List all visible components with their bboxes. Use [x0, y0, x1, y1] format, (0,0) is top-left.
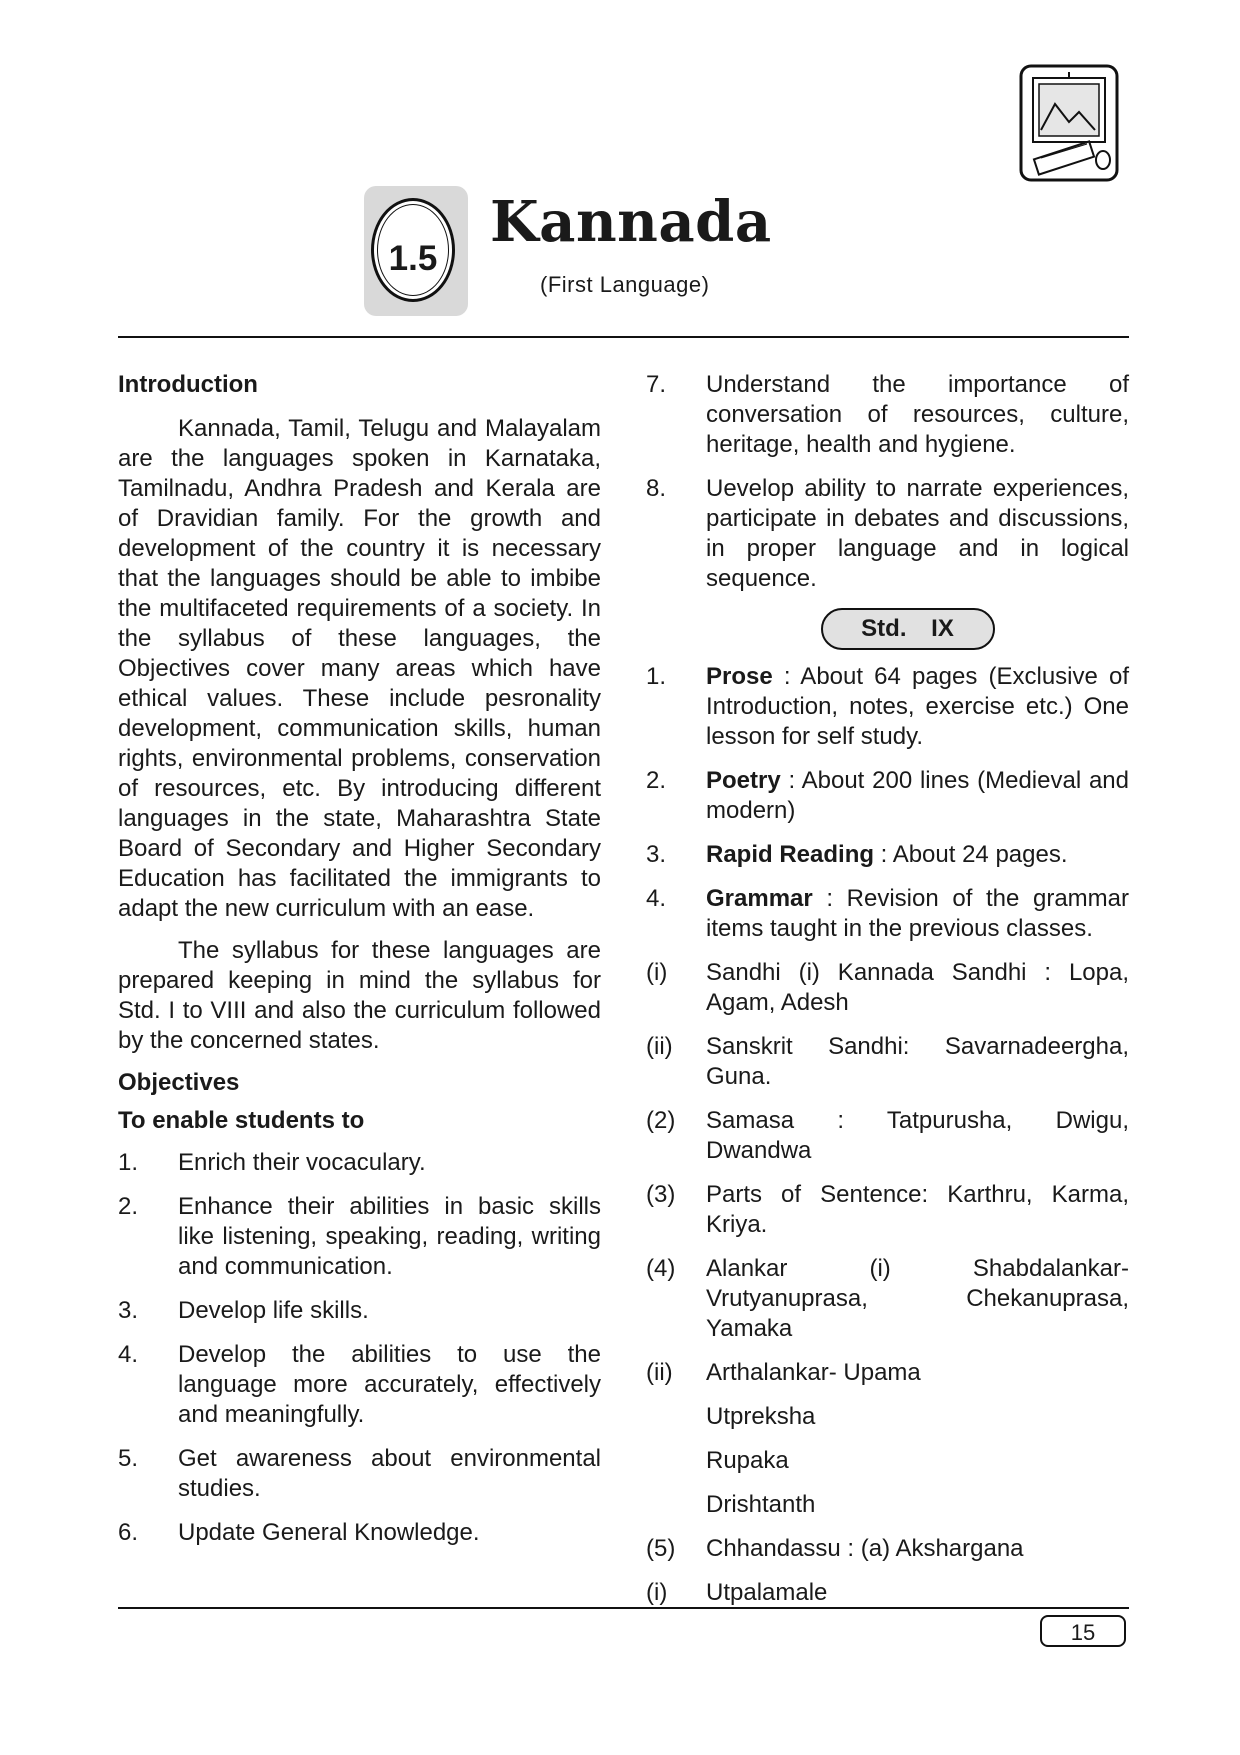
item-number: 3. [646, 841, 667, 868]
syllabus-item [646, 1402, 1129, 1432]
page-subtitle: (First Language) [540, 272, 710, 297]
item-number: 4. [118, 1341, 139, 1368]
list-item [118, 1444, 601, 1504]
list-item [118, 1340, 601, 1430]
syllabus-item [646, 1534, 1129, 1564]
item-number: 8. [646, 475, 667, 502]
page-number: 15 [1040, 1615, 1126, 1647]
list-item [646, 370, 1129, 460]
item-number: (3) [646, 1181, 676, 1208]
objectives-heading: Objectives [118, 1069, 240, 1096]
header-divider [118, 336, 1129, 338]
item-number: 7. [646, 371, 667, 398]
list-item [118, 1518, 601, 1548]
syllabus-item [646, 1490, 1129, 1520]
introduction-heading: Introduction [118, 371, 258, 398]
item-number [646, 1446, 706, 1476]
syllabus-item [646, 1106, 1129, 1166]
footer-divider [118, 1607, 1129, 1609]
item-number: 6. [118, 1519, 139, 1546]
syllabus-item [646, 1358, 1129, 1388]
item-text: Develop life skills. [178, 1297, 369, 1324]
item-term: Prose [706, 663, 773, 690]
item-number: 3. [118, 1297, 139, 1324]
item-number: (i) [646, 959, 668, 986]
syllabus-item [646, 884, 1129, 944]
item-number: (i) [646, 1579, 668, 1606]
page-title: Kannada [490, 189, 772, 255]
item-text: Rupaka [706, 1447, 789, 1474]
item-term: Rapid Reading [706, 841, 875, 868]
item-number: 2. [118, 1193, 139, 1220]
computer-illustration-icon [1019, 64, 1119, 182]
item-number: 1. [118, 1149, 139, 1176]
syllabus-item [646, 1032, 1129, 1092]
item-text: : About 24 pages. [874, 841, 1068, 868]
item-text: Enhance their abilities in basic skills like listening, speaking, reading, writing and communication. [178, 1193, 601, 1280]
syllabus-item [646, 1254, 1129, 1344]
chapter-number: 1.5 [388, 239, 438, 278]
item-text: Enrich their vocaculary. [178, 1149, 426, 1176]
syllabus-item [646, 958, 1129, 1018]
item-number: (2) [646, 1107, 676, 1134]
item-text: Chhandassu : (a) Akshargana [706, 1535, 1024, 1562]
item-text: Sandhi (i) Kannada Sandhi : Lopa, Agam, Adesh [706, 959, 1129, 1016]
item-text: Update General Knowledge. [178, 1519, 480, 1546]
list-item [118, 1148, 601, 1178]
left-column [118, 370, 601, 1562]
item-text: Uevelop ability to narrate experiences, participate in debates and discussions, in proper language and in logical sequence. [706, 475, 1129, 592]
item-text: Alankar (i) Shabdalankar- Vrutyanuprasa, Chekanuprasa, Yamaka [706, 1255, 1129, 1342]
item-number [646, 1490, 706, 1520]
item-text: Get awareness about environmental studies. [178, 1445, 601, 1502]
intro-paragraph: The syllabus for these languages are prepared keeping in mind the syllabus for Std. I to VIII and also the curriculum followed by the concerned states. [118, 937, 601, 1054]
list-item [118, 1296, 601, 1326]
item-text: : About 64 pages (Exclusive of Introduction, notes, exercise etc.) One lesson for self study. [706, 663, 1129, 750]
item-text: : Revision of the grammar items taught in the previous classes. [706, 885, 1129, 942]
item-number: (5) [646, 1535, 676, 1562]
item-text: Develop the abilities to use the language more accurately, effectively and meaningfully. [178, 1341, 601, 1428]
std-label-wrap [686, 608, 1129, 650]
intro-paragraph: Kannada, Tamil, Telugu and Malayalam are the languages spoken in Karnataka, Tamilnadu, Andhra Pradesh and Kerala are of Dravidian family. For the growth and development of the country it is necessary that the languages should be able to imbibe the multifaceted requirements of a society. In the syllabus of these languages, the Objectives cover many areas which have ethical values. These include pesronality development, communication skills, human rights, environmental problems, conservation of resources, etc. By introducing different languages in the state, Maharashtra State Board of Secondary and Higher Secondary Education has facilitated the immigrants to adapt the new curriculum with an ease. [118, 415, 601, 922]
std-label: Std. IX [821, 608, 995, 650]
item-text: Parts of Sentence: Karthru, Karma, Kriya. [706, 1181, 1129, 1238]
item-term: Grammar [706, 885, 813, 912]
item-text: Utpalamale [706, 1579, 828, 1606]
item-number: 2. [646, 767, 667, 794]
item-term: Poetry [706, 767, 781, 794]
item-number: (4) [646, 1255, 676, 1282]
syllabus-item [646, 1446, 1129, 1476]
enable-heading: To enable students to [118, 1107, 365, 1134]
item-text: Samasa : Tatpurusha, Dwigu, Dwandwa [706, 1107, 1129, 1164]
item-number: 4. [646, 885, 667, 912]
syllabus-item [646, 840, 1129, 870]
item-text: Drishtanth [706, 1491, 816, 1518]
item-text: Understand the importance of conversation of resources, culture, heritage, health and hygiene. [706, 371, 1129, 458]
syllabus-item [646, 662, 1129, 752]
syllabus-item [646, 1180, 1129, 1240]
chapter-ring [371, 198, 455, 302]
item-number: (ii) [646, 1359, 673, 1386]
item-text: Utpreksha [706, 1403, 816, 1430]
right-column [646, 370, 1129, 1622]
item-text: Sanskrit Sandhi: Savarnadeergha, Guna. [706, 1033, 1129, 1090]
syllabus-item [646, 1578, 1129, 1608]
item-number: 5. [118, 1445, 139, 1472]
item-number: 1. [646, 663, 667, 690]
syllabus-item [646, 766, 1129, 826]
list-item [646, 474, 1129, 594]
chapter-badge [364, 186, 468, 316]
item-number: (ii) [646, 1033, 673, 1060]
item-number [646, 1402, 706, 1432]
item-text: : About 200 lines (Medieval and modern) [706, 767, 1129, 824]
list-item [118, 1192, 601, 1282]
item-text: Arthalankar- Upama [706, 1359, 921, 1386]
